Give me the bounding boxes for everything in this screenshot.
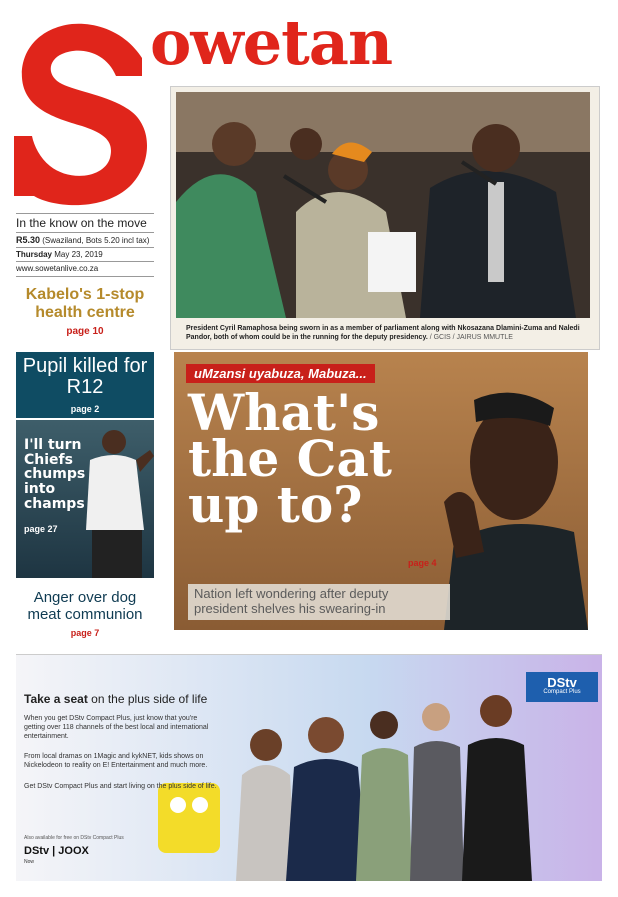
promo-pupil-title[interactable]: Pupil killed for R12 <box>22 355 148 398</box>
ad-title-rest: on the plus side of life <box>87 692 208 706</box>
promo-health-centre-title[interactable]: Kabelo's 1-stop health centre <box>25 286 145 321</box>
promo-dog-meat-title[interactable]: Anger over dog meat communion <box>27 589 143 623</box>
date: May 23, 2019 <box>54 250 103 259</box>
photo-credit: / GCIS / JAIRUS MMUTLE <box>429 334 513 342</box>
lead-story-kicker: uMzansi uyabuza, Mabuza... <box>186 364 375 383</box>
ad-logos <box>24 845 89 857</box>
promo-health-centre-page: page 10 <box>66 326 104 337</box>
promo-chiefs-page: page 27 <box>24 524 58 534</box>
badge-sub: Compact Plus <box>543 689 581 695</box>
logo-separator: | <box>52 845 56 857</box>
parliament-photo[interactable] <box>176 92 590 318</box>
ad-title-bold: Take a seat <box>24 692 88 706</box>
dstv-compact-plus-badge[interactable] <box>526 672 598 702</box>
website-url[interactable]: www.sowetanlive.co.za <box>16 264 154 277</box>
day: Thursday <box>16 250 53 259</box>
ad-paragraph-1: When you get DStv Compact Plus, just know that you're getting over 118 channels of the best local and international entertainment. <box>24 715 209 741</box>
promo-pupil-page: page 2 <box>70 404 100 414</box>
parliament-scene-image <box>176 92 590 318</box>
price-note: (Swaziland, Bots 5.20 incl tax) <box>42 236 150 245</box>
price-line <box>16 235 154 248</box>
masthead-logo-text: owetan <box>150 6 393 79</box>
photo-caption <box>186 324 586 343</box>
ad-title <box>24 692 207 706</box>
ad-paragraph-3: Get DStv Compact Plus and start living on the plus side of life. <box>24 783 217 790</box>
caption-text: President Cyril Ramaphosa being sworn in as a member of parliament along with Nkosazana Dlamini-Zuma and Naledi Pandor, both of whom could be in the running for the deputy presidency. <box>186 325 580 342</box>
dstv-now-label: Now <box>24 859 35 865</box>
date-line <box>16 250 154 262</box>
dstv-logo-text: DStv <box>24 845 50 857</box>
joox-logo-text: JOOX <box>58 845 89 857</box>
promo-dog-meat-page: page 7 <box>70 628 100 638</box>
promo-chiefs-title[interactable]: I'll turn Chiefs chumps into champs <box>24 437 86 512</box>
sowetan-logo-s <box>14 16 154 206</box>
badge-brand: DStv <box>547 675 577 690</box>
price: R5.30 <box>16 235 41 245</box>
lead-story-subhead: Nation left wondering after deputy president shelves his swearing-in <box>188 584 450 620</box>
ad-small-print: Also available for free on DStv Compact Plus <box>24 835 124 841</box>
tagline: In the know on the move <box>16 213 154 233</box>
ad-paragraph-2: From local dramas on 1Magic and kykNET, kids shows on Nickelodeon to reality on E! Entertainment and much more. <box>24 753 208 770</box>
lead-story-headline[interactable]: What's the Cat up to? <box>188 383 392 534</box>
lead-story-page: page 4 <box>408 558 437 568</box>
